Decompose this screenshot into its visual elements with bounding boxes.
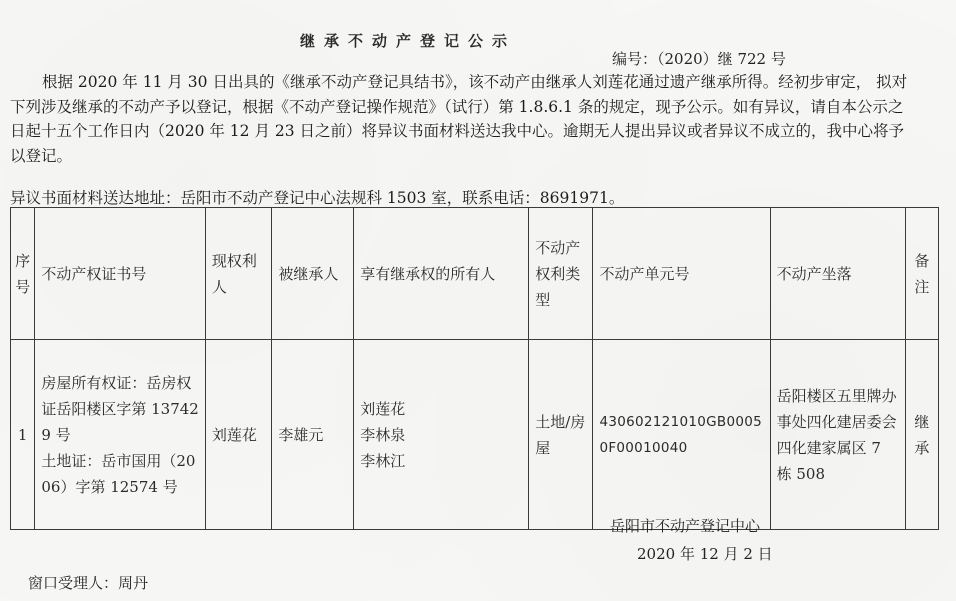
notice-body — [10, 70, 916, 168]
table-row — [11, 340, 939, 530]
header-location: 不动产坐落 — [770, 208, 905, 340]
cell-heir: 李雄元 — [272, 340, 354, 530]
document-number: 编号：（2020）继 722 号 — [612, 50, 786, 68]
cert-land: 土地证：岳市国用（2006）字第 12574 号 — [41, 451, 196, 496]
cell-all-heirs — [354, 340, 529, 530]
issue-date: 2020 年 12 月 2 日 — [637, 545, 773, 563]
cert-house: 房屋所有权证：岳房权证岳阳楼区字第 137429 号 — [41, 373, 199, 444]
heir-name: 李林泉 — [360, 425, 406, 444]
cell-seq: 1 — [11, 340, 35, 530]
cell-right-type: 土地/房屋 — [529, 340, 593, 530]
cell-location: 岳阳楼区五里牌办事处四化建居委会四化建家属区 7 栋 508 — [770, 340, 905, 530]
header-unit-no: 不动产单元号 — [593, 208, 770, 340]
objection-address: 异议书面材料送达地址：岳阳市不动产登记中心法规科 1503 室，联系电话：8691971。 — [10, 189, 625, 207]
window-receiver: 窗口受理人：周丹 — [28, 574, 149, 592]
table-header-row — [11, 208, 939, 340]
heir-name: 刘莲花 — [360, 399, 406, 418]
cell-remark: 继承 — [905, 340, 938, 530]
header-seq: 序号 — [11, 208, 35, 340]
header-remark: 备注 — [905, 208, 938, 340]
notice-title: 继承不动产登记公示 — [300, 32, 517, 50]
header-current-owner: 现权利人 — [205, 208, 271, 340]
cell-unit-no: 430602121010GB00050F00010040 — [593, 340, 770, 530]
heir-name: 李林江 — [360, 451, 406, 470]
notice-paragraph: 根据 2020 年 11 月 30 日出具的《继承不动产登记具结书》，该不动产由继承人刘莲花通过遗产继承所得。经初步审定， 拟对下列涉及继承的不动产予以登记，根据《不动产登记操作规范》（试行）第 1.8.6.1 条的规定，现予公示。如有异议，请自本公示之日起十五个工作日内（2020 年 12 月 23 日之前）将异议书面材料送达我中心。逾期无人提出异议或者异议不成立的，我中心将予以登记。 — [10, 73, 908, 165]
property-table — [10, 207, 939, 530]
header-heir: 被继承人 — [272, 208, 354, 340]
header-right-type: 不动产权利类型 — [529, 208, 593, 340]
cell-current-owner: 刘莲花 — [205, 340, 271, 530]
cell-cert-no — [35, 340, 206, 530]
header-all-heirs: 享有继承权的所有人 — [354, 208, 529, 340]
header-cert-no: 不动产权证书号 — [35, 208, 206, 340]
issuer-name: 岳阳市不动产登记中心 — [610, 517, 761, 535]
